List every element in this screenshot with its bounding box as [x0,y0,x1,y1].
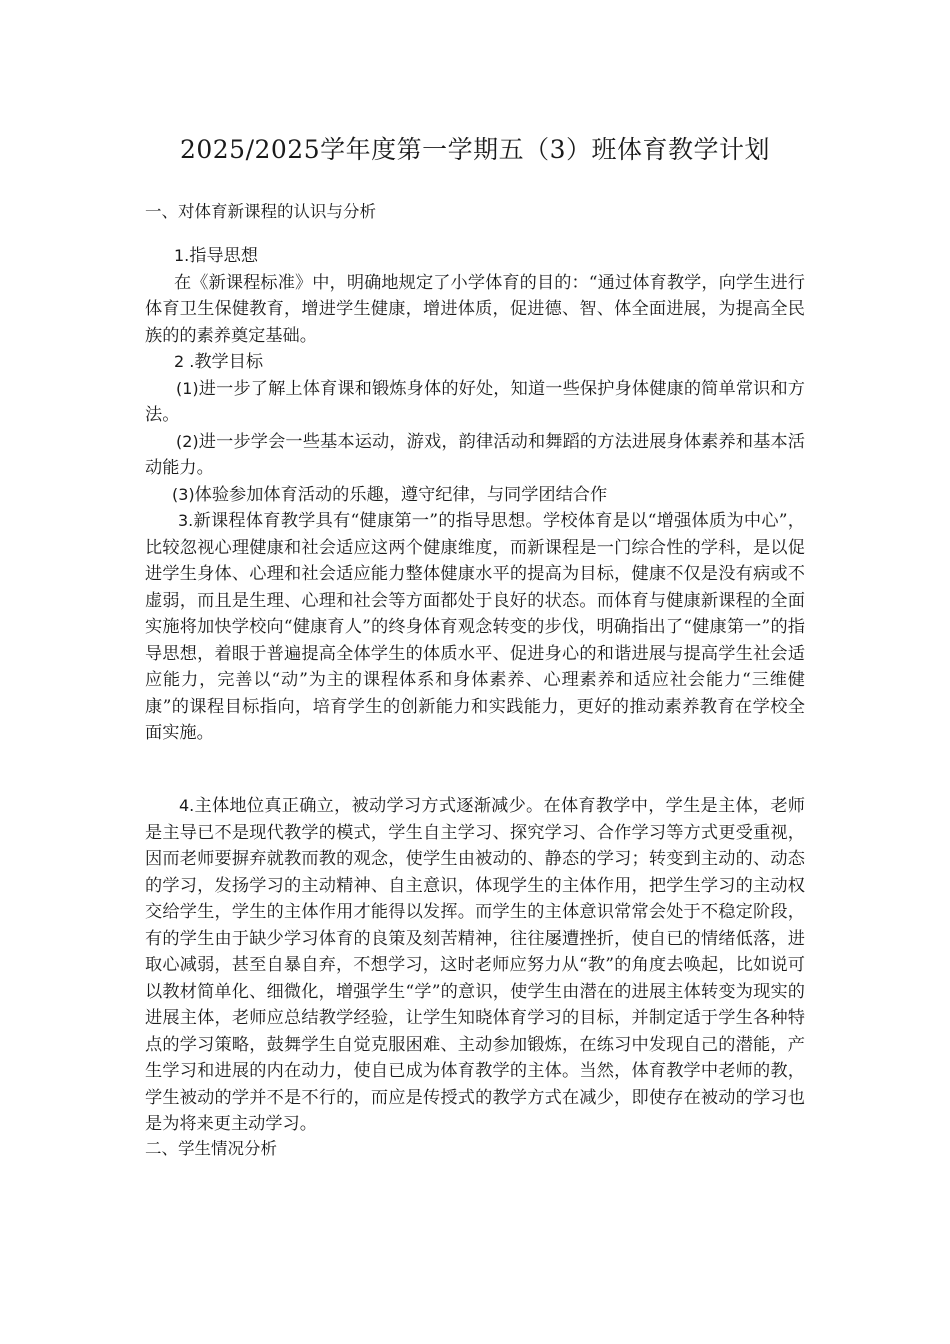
goal-2-paragraph: (2)进一步学会一些基本运动，游戏，韵律活动和舞蹈的方法进展身体素养和基本活动能力。 [145,431,805,478]
item-1-heading: 1.指导思想 [174,246,259,266]
item-1-paragraph: 在《新课程标准》中，明确地规定了小学体育的目的：“通过体育教学，向学生进行体育卫生保健教育，增进学生健康，增进体质，促进德、智、体全面进展，为提高全民族的的素养奠定基础。 [145,272,805,346]
goal-3-paragraph: (3)体验参加体育活动的乐趣，遵守纪律，与同学团结合作 [172,484,608,505]
document-title: 2025/2025学年度第一学期五（3）班体育教学计划 [179,135,771,164]
item-4-block [145,793,805,1138]
item-2-heading: 2 .教学目标 [174,352,264,372]
section-heading-2: 二、学生情况分析 [145,1139,277,1158]
goal-1-paragraph: (1)进一步了解上体育课和锻炼身体的好处，知道一些保护身体健康的简单常识和方法。 [145,378,805,425]
section-1-body [145,243,805,747]
section-heading-1: 一、对体育新课程的认识与分析 [145,202,376,221]
item-3-paragraph: 3.新课程体育教学具有“健康第一”的指导思想。学校体育是以“增强体质为中心”，比较忽视心理健康和社会适应这两个健康维度，而新课程是一门综合性的学科，是以促进学生身体、心理和社会适应能力整体健康水平的提高为目标，健康不仅是没有病或不虚弱，而且是生理、心理和社会等方面都处于良好的状态。而体育与健康新课程的全面实施将加快学校向“健康育人”的终身体育观念转变的步伐，明确指出了“健康第一”的指导思想，着眼于普遍提高全体学生的体质水平、促进身心的和谐进展与提高学生社会适应能力，完善以“动”为主的课程体系和身体素养、心理素养和适应社会能力“三维健康”的课程目标指向，培育学生的创新能力和实践能力，更好的推动素养教育在学校全面实施。 [145,511,805,743]
item-4-paragraph: 4.主体地位真正确立，被动学习方式逐渐减少。在体育教学中，学生是主体，老师是主导已不是现代教学的模式，学生自主学习、探究学习、合作学习等方式更受重视，因而老师要摒弃就教而教的观念，使学生由被动的、静态的学习；转变到主动的、动态的学习，发扬学习的主动精神、自主意识，体现学生的主体作用，把学生学习的主动权交给学生，学生的主体作用才能得以发挥。而学生的主体意识常常会处于不稳定阶段，有的学生由于缺少学习体育的良策及刻苦精神，往往屡遭挫折，使自已的情绪低落，进取心减弱，甚至自暴自弃，不想学习，这时老师应努力从“教”的角度去唤起，比如说可以教材简单化、细微化，增强学生“学”的意识，使学生由潜在的进展主体转变为现实的进展主体，老师应总结教学经验，让学生知晓体育学习的目标，并制定适于学生各种特点的学习策略，鼓舞学生自觉克服困难、主动参加锻炼，在练习中发现自己的潜能，产生学习和进展的内在动力，使自已成为体育教学的主体。当然，体育教学中老师的教，学生被动的学并不是不行的，而应是传授式的教学方式在减少，即使存在被动的学习也是为将来更主动学习。 [145,796,805,1134]
